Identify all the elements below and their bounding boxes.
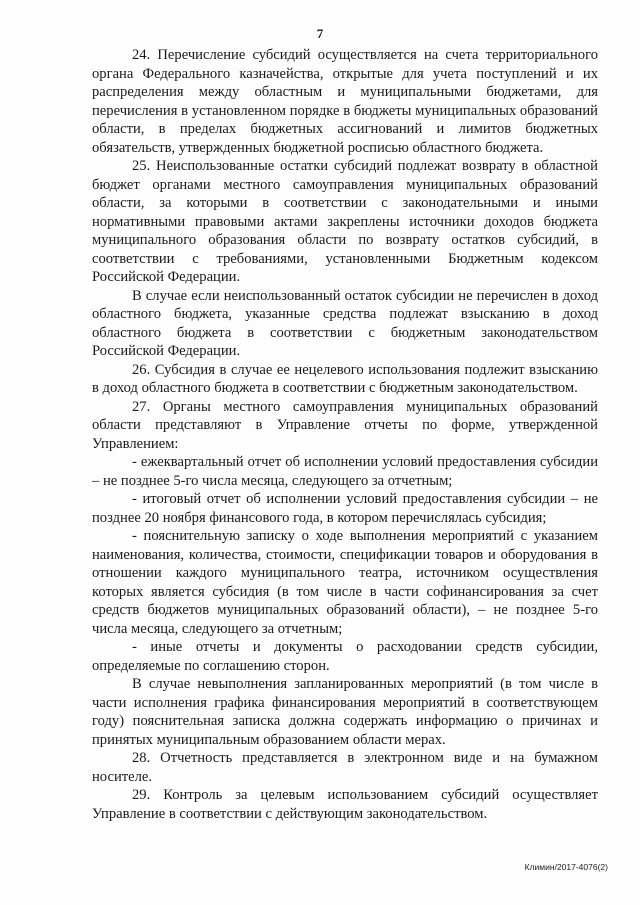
paragraph-25-unreturned: В случае если неиспользованный остаток субсидии не перечислен в доход областного бюджета, указанные средства подлежат взысканию в доход областного бюджета в соответствии с бюджетным законодательством Российской Федерации. <box>92 287 598 359</box>
paragraph-25: 25. Неиспользованные остатки субсидий подлежат возврату в областной бюджет органами местного самоуправления муниципальных образований области, за которыми в соответствии с законодательными и иными нормативными правовыми актами закреплены источники доходов бюджета муниципального образования области по возврату остатков субсидий, в соответствии с требованиями, установленными Бюджетным кодексом Российской Федерации. <box>92 158 598 285</box>
footer-document-code: Климин/2017-4076(2) <box>524 862 608 872</box>
list-item-final-report: - итоговый отчет об исполнении условий предоставления субсидии – не позднее 20 ноября финансового года, в котором перечислялась субсидия; <box>92 491 598 526</box>
paragraph-24: 24. Перечисление субсидий осуществляется на счета территориального органа Федерального казначейства, открытые для учета поступлений и их распределения между областным и муниципальными бюджетами, для перечисления в установленном порядке в бюджеты муниципальных образований области, в пределах бюджетных ассигнований и лимитов бюджетных обязательств, утвержденных бюджетной росписью областного бюджета. <box>92 47 598 156</box>
document-body <box>92 46 598 823</box>
list-item-quarterly-report: - ежеквартальный отчет об исполнении условий предоставления субсидии – не позднее 5-го числа месяца, следующего за отчетным; <box>92 454 598 489</box>
list-item-explanatory-note: - пояснительную записку о ходе выполнения мероприятий с указанием наименования, количества, стоимости, спецификации товаров и оборудования в отношении каждого муниципального театра, источником осуществления которых является субсидия (в том числе в части софинансирования за счет средств бюджетов муниципальных образований области), – не позднее 5-го числа месяца, следующего за отчетным; <box>92 528 598 637</box>
paragraph-28: 28. Отчетность представляется в электронном виде и на бумажном носителе. <box>92 750 598 785</box>
page-number: 7 <box>316 26 324 41</box>
paragraph-27-nonfulfillment: В случае невыполнения запланированных мероприятий (в том числе в части исполнения графика финансирования мероприятий в соответствующем году) пояснительная записка должна содержать информацию о причинах и принятых муниципальным образованием области мерах. <box>92 676 598 748</box>
paragraph-29: 29. Контроль за целевым использованием субсидий осуществляет Управление в соответствии с действующим законодательством. <box>92 787 598 822</box>
paragraph-26: 26. Субсидия в случае ее нецелевого использования подлежит взысканию в доход областного бюджета в соответствии с бюджетным законодательством. <box>92 361 598 396</box>
paragraph-27: 27. Органы местного самоуправления муниципальных образований области представляют в Управление отчеты по форме, утвержденной Управлением: <box>92 398 598 452</box>
list-item-other-reports: - иные отчеты и документы о расходовании средств субсидии, определяемые по соглашению сторон. <box>92 639 598 674</box>
